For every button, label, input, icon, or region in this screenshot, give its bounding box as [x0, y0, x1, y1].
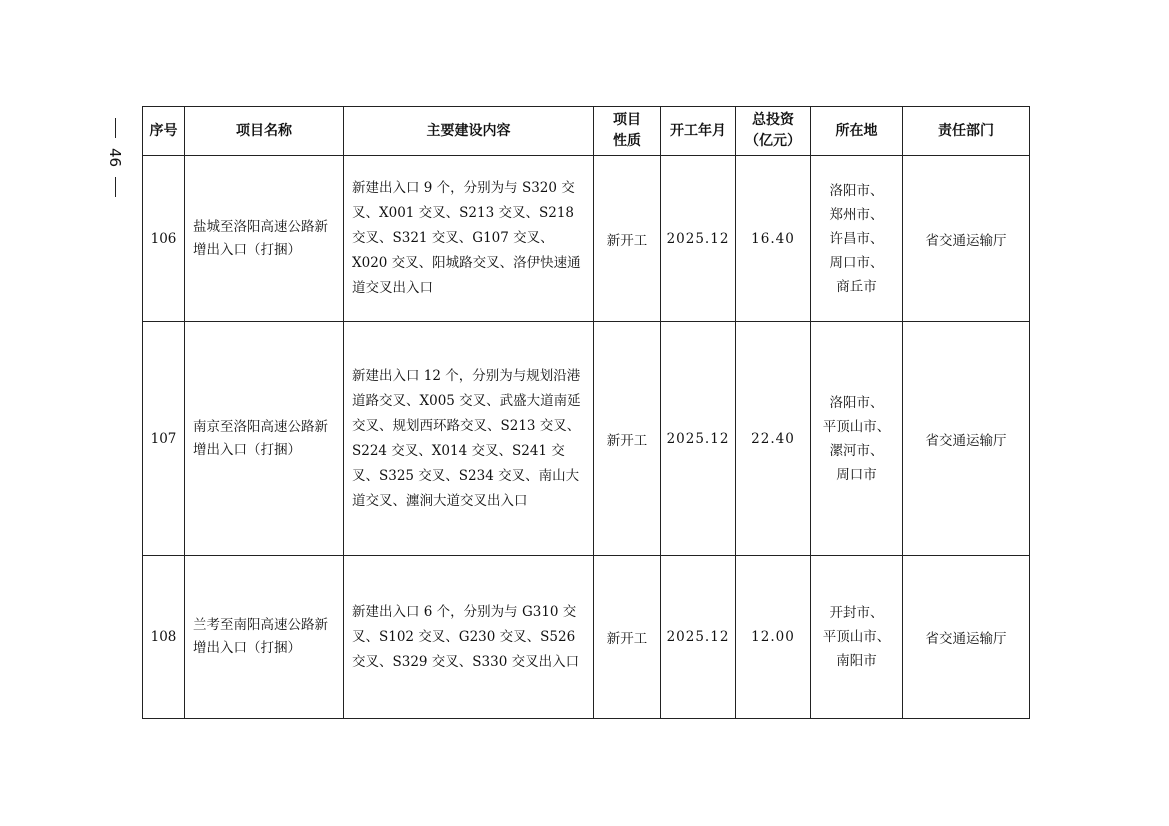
- location-line: 商丘市: [836, 278, 877, 295]
- page-number-dash-bottom: [115, 177, 116, 197]
- location-line: 平顶山市、: [822, 629, 891, 645]
- cell-name: 盐城至洛阳高速公路新增出入口（打捆）: [185, 156, 344, 322]
- header-type-line1: 项目: [613, 112, 641, 128]
- cell-invest: 12.00: [736, 556, 811, 719]
- cell-start: 2025.12: [661, 556, 736, 719]
- table-row: [143, 556, 1030, 719]
- header-invest-line2: （亿元）: [745, 133, 801, 149]
- cell-invest: 22.40: [736, 322, 811, 556]
- location-line: 许昌市、: [829, 230, 884, 247]
- cell-dept: 省交通运输厅: [903, 322, 1030, 556]
- cell-invest: 16.40: [736, 156, 811, 322]
- location-line: 开封市、: [829, 605, 884, 621]
- header-type-line2: 性质: [613, 133, 641, 149]
- cell-content: 新建出入口 9 个，分别为与 S320 交叉、X001 交叉、S213 交叉、S218 交叉、S321 交叉、G107 交叉、X020 交叉、阳城路交叉、洛伊快速通道交叉出入口: [344, 156, 594, 322]
- page-number-dash-top: [115, 118, 116, 138]
- cell-start: 2025.12: [661, 322, 736, 556]
- cell-dept: 省交通运输厅: [903, 556, 1030, 719]
- project-table: [142, 106, 1030, 719]
- table-row: [143, 156, 1030, 322]
- cell-name: 兰考至南阳高速公路新增出入口（打捆）: [185, 556, 344, 719]
- location-line: 漯河市、: [829, 442, 884, 459]
- header-start: 开工年月: [661, 107, 736, 156]
- header-row: [143, 107, 1030, 156]
- cell-seq: 106: [143, 156, 185, 322]
- header-location: 所在地: [811, 107, 903, 156]
- cell-type: 新开工: [594, 156, 661, 322]
- cell-name: 南京至洛阳高速公路新增出入口（打捆）: [185, 322, 344, 556]
- cell-type: 新开工: [594, 556, 661, 719]
- location-line: 洛阳市、: [829, 182, 884, 199]
- cell-content: 新建出入口 6 个，分别为与 G310 交叉、S102 交叉、G230 交叉、S526 交叉、S329 交叉、S330 交叉出入口: [344, 556, 594, 719]
- header-invest-line1: 总投资: [752, 112, 794, 128]
- cell-type: 新开工: [594, 322, 661, 556]
- location-line: 郑州市、: [829, 206, 884, 223]
- header-dept: 责任部门: [903, 107, 1030, 156]
- location-line: 周口市、: [829, 254, 884, 271]
- cell-seq: 107: [143, 322, 185, 556]
- cell-content: 新建出入口 12 个，分别为与规划沿港道路交叉、X005 交叉、武盛大道南延交叉、规划西环路交叉、S213 交叉、S224 交叉、X014 交叉、S241 交叉、S325 交叉、S234 交叉、南山大道交叉、瀍涧大道交叉出入口: [344, 322, 594, 556]
- cell-seq: 108: [143, 556, 185, 719]
- header-content: 主要建设内容: [344, 107, 594, 156]
- cell-location: [811, 322, 903, 556]
- header-seq: 序号: [143, 107, 185, 156]
- table-row: [143, 322, 1030, 556]
- header-type: [594, 107, 661, 156]
- cell-start: 2025.12: [661, 156, 736, 322]
- location-line: 南阳市: [836, 653, 877, 669]
- cell-location: [811, 556, 903, 719]
- location-line: 周口市: [836, 466, 877, 483]
- header-invest: [736, 107, 811, 156]
- location-line: 洛阳市、: [829, 394, 884, 411]
- header-name: 项目名称: [185, 107, 344, 156]
- cell-location: [811, 156, 903, 322]
- page-number: [100, 118, 130, 218]
- page-number-text: 46: [106, 148, 124, 168]
- cell-dept: 省交通运输厅: [903, 156, 1030, 322]
- location-line: 平顶山市、: [822, 418, 891, 435]
